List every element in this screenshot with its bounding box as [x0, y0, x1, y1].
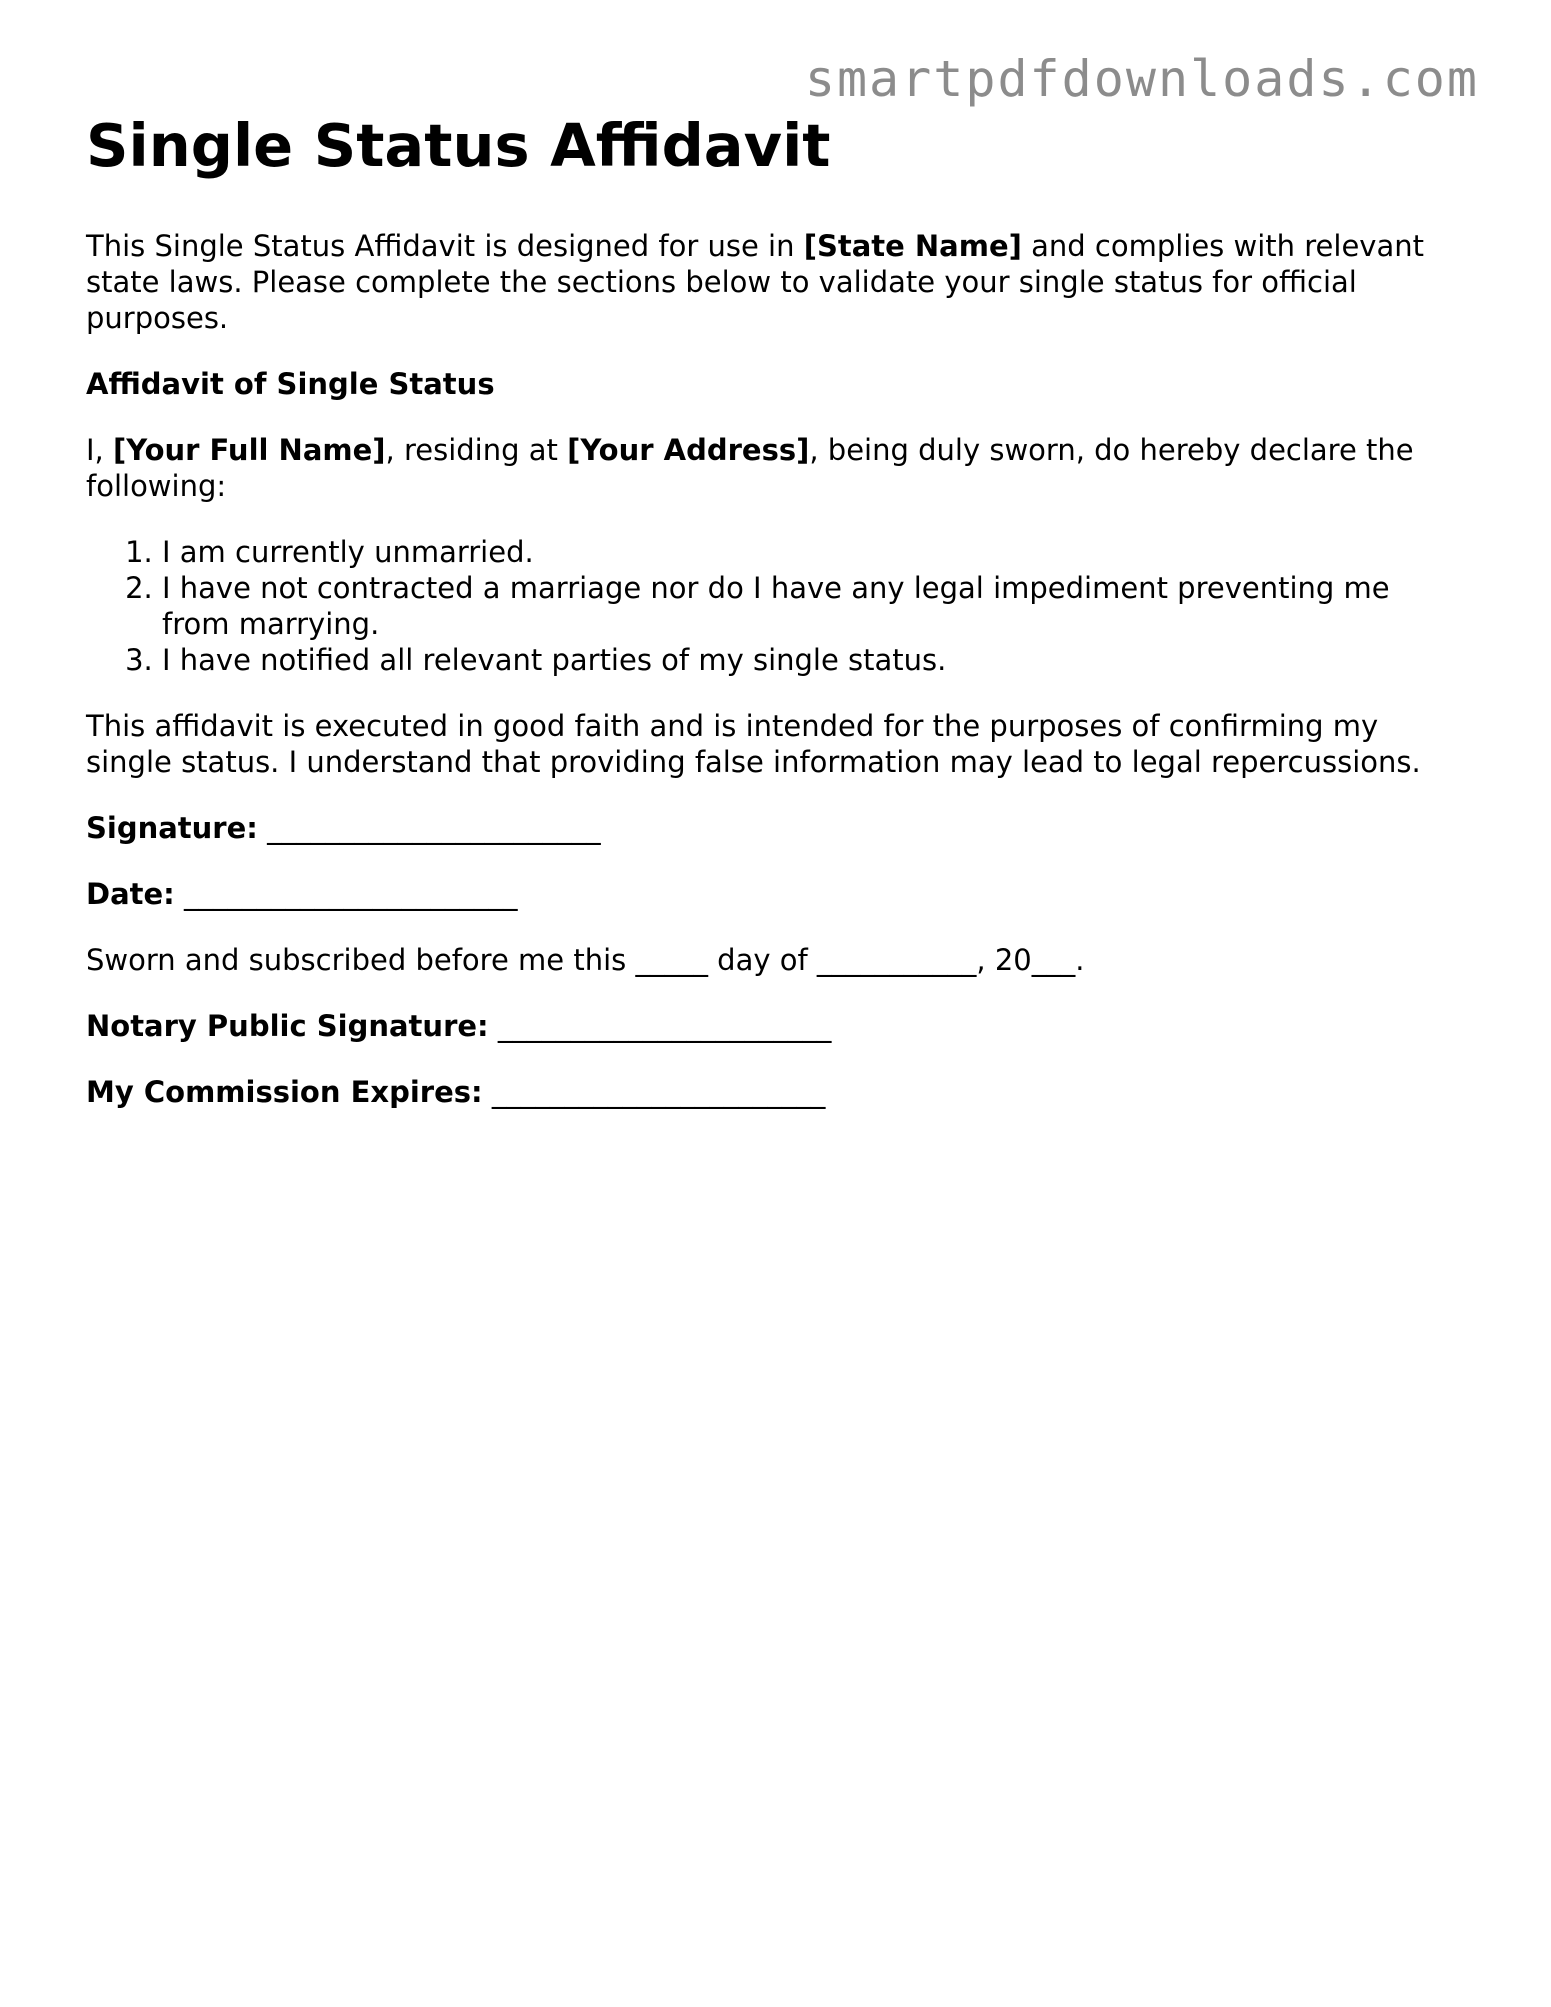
list-item: 3. I have notified all relevant parties of my single status.: [162, 642, 1466, 678]
state-name-placeholder: [State Name]: [803, 229, 1022, 263]
full-name-placeholder: [Your Full Name]: [113, 433, 386, 467]
declaration-text-end: , being duly sworn, do hereby declare the following:: [86, 433, 1414, 503]
document-page: [86, 106, 1466, 1140]
date-label: Date:: [86, 877, 175, 911]
intro-text-start: This Single Status Affidavit is designed for use in: [86, 229, 804, 263]
document-title: Single Status Affidavit: [86, 111, 831, 180]
intro-text-end: and complies with relevant state laws. Please complete the sections below to validate your single status for official purposes.: [86, 229, 1424, 335]
commission-expires-line: [86, 1074, 1466, 1110]
notary-signature-label: Notary Public Signature:: [86, 1009, 489, 1043]
signature-label: Signature:: [86, 811, 258, 845]
date-line: [86, 876, 1466, 912]
intro-paragraph: [86, 228, 1466, 336]
signature-line: [86, 810, 1466, 846]
declaration-text-start: I,: [86, 433, 113, 467]
statement-list: [86, 534, 1466, 678]
notary-signature-blank[interactable]: _______________________: [488, 1009, 832, 1043]
commission-expires-label: My Commission Expires:: [86, 1075, 483, 1109]
declaration-paragraph: [86, 432, 1466, 504]
notary-signature-line: [86, 1008, 1466, 1044]
commission-expires-blank[interactable]: _______________________: [482, 1075, 826, 1109]
list-item: 1. I am currently unmarried.: [162, 534, 1466, 570]
date-blank[interactable]: _______________________: [174, 877, 518, 911]
section-heading: Affidavit of Single Status: [86, 367, 495, 401]
declaration-text-mid: , residing at: [385, 433, 568, 467]
address-placeholder: [Your Address]: [567, 433, 810, 467]
sworn-line: Sworn and subscribed before me this _____ day of ___________, 20___.: [86, 943, 1085, 977]
signature-blank[interactable]: _______________________: [257, 811, 601, 845]
list-item: 2. I have not contracted a marriage nor do I have any legal impediment preventing me from marrying.: [162, 570, 1466, 642]
watermark: smartpdfdownloads.com: [804, 50, 1479, 108]
closing-paragraph: This affidavit is executed in good faith and is intended for the purposes of confirming my single status. I understand that providing false information may lead to legal repercussions.: [86, 709, 1421, 779]
